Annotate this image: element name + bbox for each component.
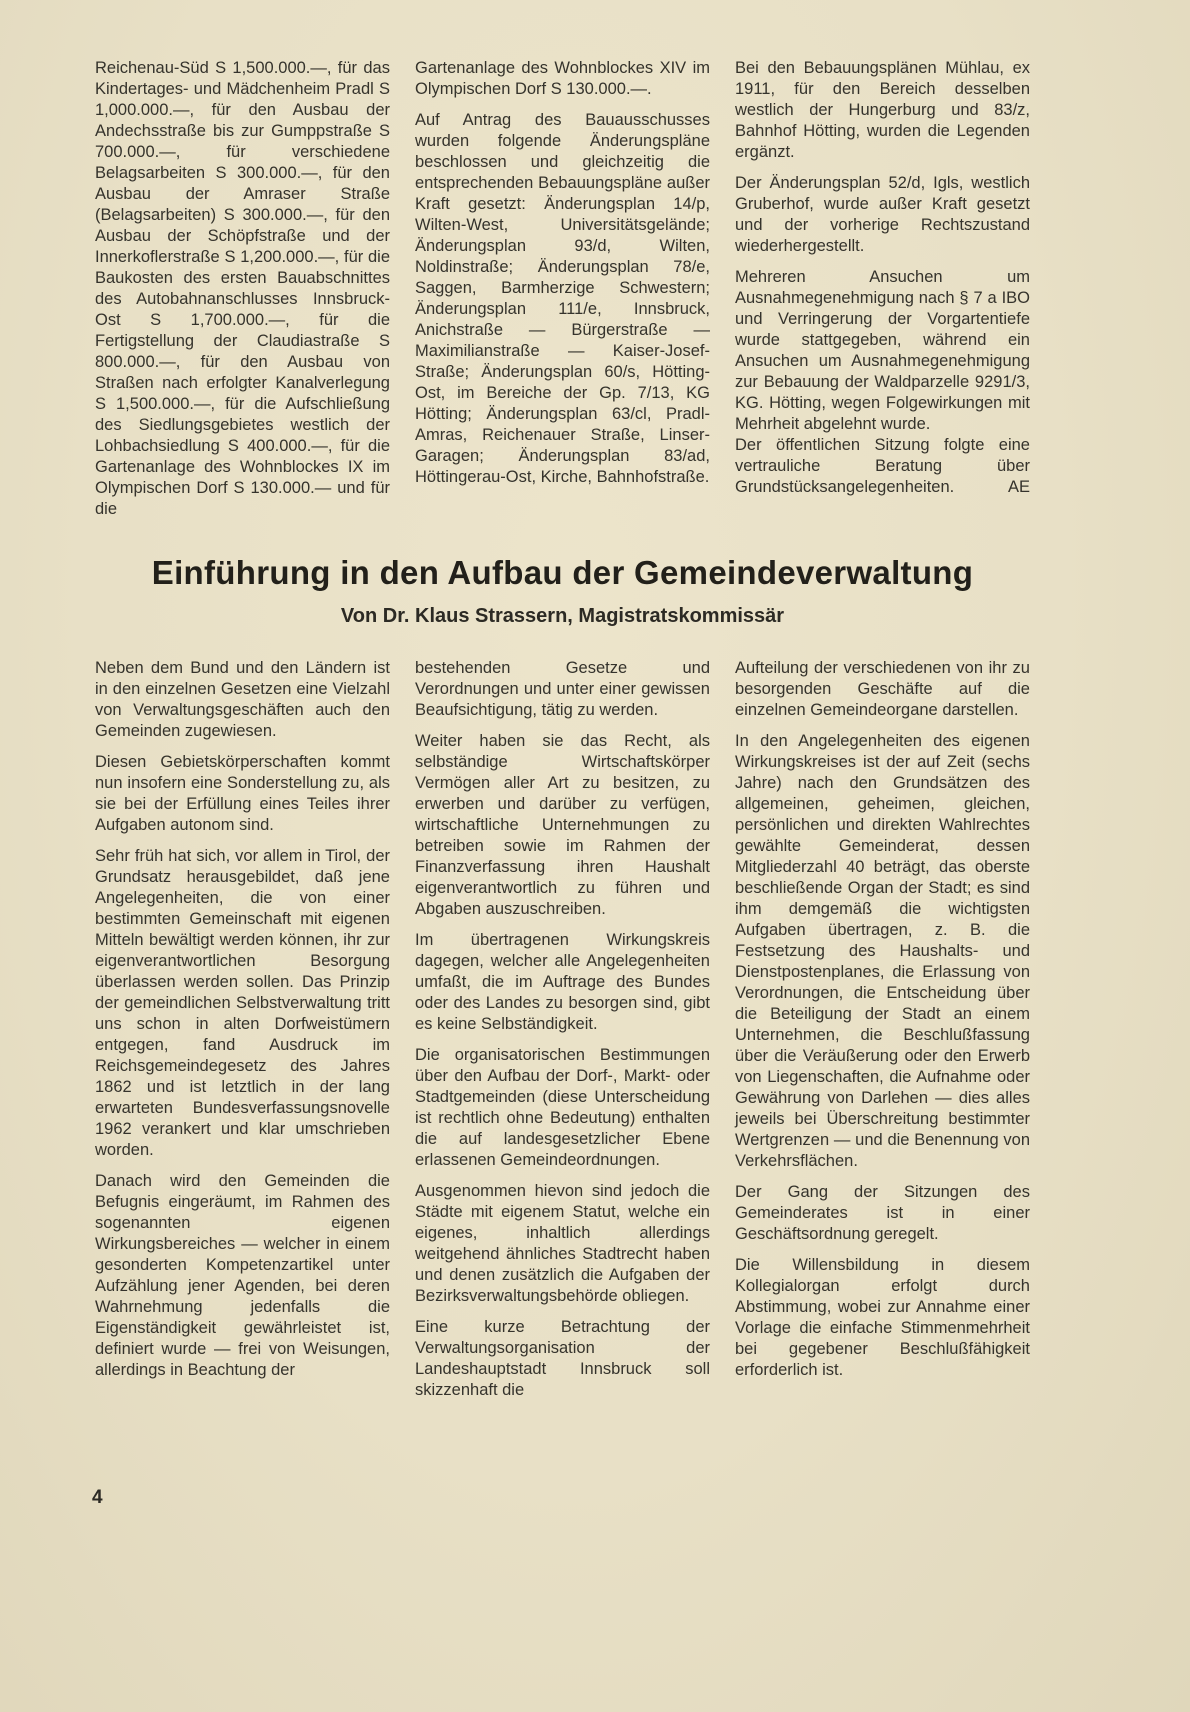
council-report-column-1	[95, 58, 390, 520]
council-report-section	[95, 58, 1030, 520]
paragraph: Diesen Gebietskörperschaften kommt nun insofern eine Sonderstellung zu, als sie bei der Erfüllung eines Teiles ihrer Aufgaben autonom sind.	[95, 753, 390, 834]
paragraph: Gartenanlage des Wohnblockes XIV im Olympischen Dorf S 130.000.—.	[415, 59, 710, 98]
paragraph: Eine kurze Betrachtung der Verwaltungsorganisation der Landeshauptstadt Innsbruck soll skizzenhaft die	[415, 1318, 710, 1399]
article-header	[95, 554, 1030, 628]
paragraph: Reichenau-Süd S 1,500.000.—, für das Kindertages- und Mädchenheim Pradl S 1,000.000.—, für den Ausbau der Andechsstraße bis zur Gumppstraße S 700.000.—, für verschiedene Belagsarbeiten S 300.000.—, für den Ausbau der Amraser Straße (Belagsarbeiten) S 300.000.—, für den Ausbau der Schöpfstraße und der Innerkoflerstraße S 1,200.000.—, für die Baukosten des ersten Bauabschnittes des Autobahnanschlusses Innsbruck-Ost S 1,700.000.—, für die Fertigstellung der Claudiastraße S 800.000.—, für den Ausbau von Straßen nach erfolgter Kanalverlegung S 1,500.000.—, für die Aufschließung des Siedlungsgebietes westlich der Lohbachsiedlung S 400.000.—, für die Gartenanlage des Wohnblockes IX im Olympischen Dorf S 130.000.— und für die	[95, 59, 390, 518]
paragraph: Sehr früh hat sich, vor allem in Tirol, der Grundsatz herausgebildet, daß jene Angelegenheiten, die von einer bestimmten Gemeinschaft mit eigenen Mitteln bewältigt werden können, ihr zur eigenverantwortlichen Besorgung überlassen werden sollen. Das Prinzip der gemeindlichen Selbstverwaltung tritt uns schon in alten Dorfweistümern entgegen, fand Ausdruck im Reichsgemeindegesetz des Jahres 1862 und ist letztlich in der lang erwarteten Bundesverfassungsnovelle 1962 verankert und klar umschrieben worden.	[95, 847, 390, 1159]
council-report-column-2	[415, 58, 710, 488]
paragraph: Aufteilung der verschiedenen von ihr zu besorgenden Geschäfte auf die einzelnen Gemeindeorgane darstellen.	[735, 659, 1030, 719]
paragraph: Der Gang der Sitzungen des Gemeinderates ist in einer Geschäftsordnung geregelt.	[735, 1183, 1030, 1243]
paragraph: Danach wird den Gemeinden die Befugnis eingeräumt, im Rahmen des sogenannten eigenen Wirkungsbereiches — welcher in einem gesonderten Kompetenzartikel unter Aufzählung jener Agenden, bei deren Wahrnehmung jedenfalls die Eigenständigkeit gewährleistet ist, definiert wurde — frei von Weisungen, allerdings in Beachtung der	[95, 1172, 390, 1379]
paragraph: Die organisatorischen Bestimmungen über den Aufbau der Dorf-, Markt- oder Stadtgemeinden (diese Unterscheidung ist rechtlich ohne Bedeutung) enthalten die auf landesgesetzlicher Ebene erlassenen Gemeindeordnungen.	[415, 1046, 710, 1169]
article-column-3	[735, 658, 1030, 1381]
paragraph: Ausgenommen hievon sind jedoch die Städte mit eigenem Statut, welche ein eigenes, inhaltlich allerdings weitgehend ähnliches Stadtrecht haben und denen zusätzlich die Aufgaben der Bezirksverwaltungsbehörde obliegen.	[415, 1182, 710, 1305]
article-column-2	[415, 658, 710, 1401]
article-title: Einführung in den Aufbau der Gemeindeverwaltung	[151, 554, 974, 591]
closing-text: Der öffentlichen Sitzung folgte eine vertrauliche Beratung über Grundstücksangelegenheiten.	[735, 436, 1030, 496]
council-report-column-3-paragraphs	[735, 58, 1030, 435]
paragraph: Neben dem Bund und den Ländern ist in den einzelnen Gesetzen eine Vielzahl von Verwaltungsgeschäften auch den Gemeinden zugewiesen.	[95, 659, 390, 740]
paragraph: Weiter haben sie das Recht, als selbständige Wirtschaftskörper Vermögen aller Art zu besitzen, zu erwerben und darüber zu verfügen, wirtschaftliche Unternehmungen zu betreiben sowie im Rahmen der Finanzverfassung ihren Haushalt eigenverantwortlich zu führen und Abgaben auszuschreiben.	[415, 732, 710, 918]
paragraph: bestehenden Gesetze und Verordnungen und unter einer gewissen Beaufsichtigung, tätig zu werden.	[415, 659, 710, 719]
article-body-section	[95, 658, 1030, 1401]
article-column-1	[95, 658, 390, 1381]
paragraph: Die Willensbildung in diesem Kollegialorgan erfolgt durch Abstimmung, wobei zur Annahme einer Vorlage die einfache Stimmenmehrheit bei gegebener Beschlußfähigkeit erforderlich ist.	[735, 1256, 1030, 1379]
paragraph: Im übertragenen Wirkungskreis dagegen, welcher alle Angelegenheiten umfaßt, die im Auftrage des Bundes oder des Landes zu besorgen sind, gibt es keine Selbständigkeit.	[415, 931, 710, 1033]
council-report-column-3	[735, 58, 1030, 498]
paragraph: Auf Antrag des Bauausschusses wurden folgende Änderungspläne beschlossen und gleichzeitig die entsprechenden Bebauungspläne außer Kraft gesetzt: Änderungsplan 14/p, Wilten-West, Universitätsgelände; Änderungsplan 93/d, Wilten, Noldinstraße; Änderungsplan 78/e, Saggen, Barmherzige Schwestern; Änderungsplan 111/e, Innsbruck, Anichstraße — Bürgerstraße — Maximilianstraße — Kaiser-Josef-Straße; Änderungsplan 60/s, Hötting-Ost, im Bereiche der Gp. 7/13, KG Hötting; Änderungsplan 63/cl, Pradl-Amras, Reichenauer Straße, Linser-Garagen; Änderungsplan 83/ad, Höttingerau-Ost, Kirche, Bahnhofstraße.	[415, 111, 710, 486]
author-initials: AE	[1007, 478, 1030, 496]
page-number: 4	[92, 1487, 103, 1508]
closing-paragraph	[735, 435, 1030, 498]
paragraph: Bei den Bebauungsplänen Mühlau, ex 1911, für den Bereich desselben westlich der Hungerburg und 83/z, Bahnhof Hötting, wurden die Legenden ergänzt.	[735, 59, 1030, 161]
paragraph: Mehreren Ansuchen um Ausnahmegenehmigung nach § 7 a IBO und Verringerung der Vorgartentiefe wurde stattgegeben, während ein Ansuchen um Ausnahmegenehmigung zur Bebauung der Waldparzelle 9291/3, KG. Hötting, wegen Folgewirkungen mit Mehrheit abgelehnt wurde.	[735, 268, 1030, 433]
article-byline: Von Dr. Klaus Strassern, Magistratskommissär	[340, 605, 785, 627]
paragraph: Der Änderungsplan 52/d, Igls, westlich Gruberhof, wurde außer Kraft gesetzt und der vorherige Rechtszustand wiederhergestellt.	[735, 174, 1030, 255]
paragraph: In den Angelegenheiten des eigenen Wirkungskreises ist der auf Zeit (sechs Jahre) nach den Grundsätzen des allgemeinen, geheimen, gleichen, persönlichen und direkten Wahlrechtes gewählte Gemeinderat, dessen Mitgliederzahl 40 beträgt, das oberste beschließende Organ der Stadt; es sind ihm demgemäß die wichtigsten Aufgaben übertragen, z. B. die Festsetzung des Haushalts- und Dienstpostenplanes, die Erlassung von Verordnungen, die Entscheidung über die Beteiligung der Stadt an einem Unternehmen, die Beschlußfassung über die Veräußerung oder den Erwerb von Liegenschaften, die Aufnahme oder Gewährung von Darlehen — dies alles jeweils bei Überschreitung bestimmter Wertgrenzen — und die Benennung von Verkehrsflächen.	[735, 732, 1030, 1170]
